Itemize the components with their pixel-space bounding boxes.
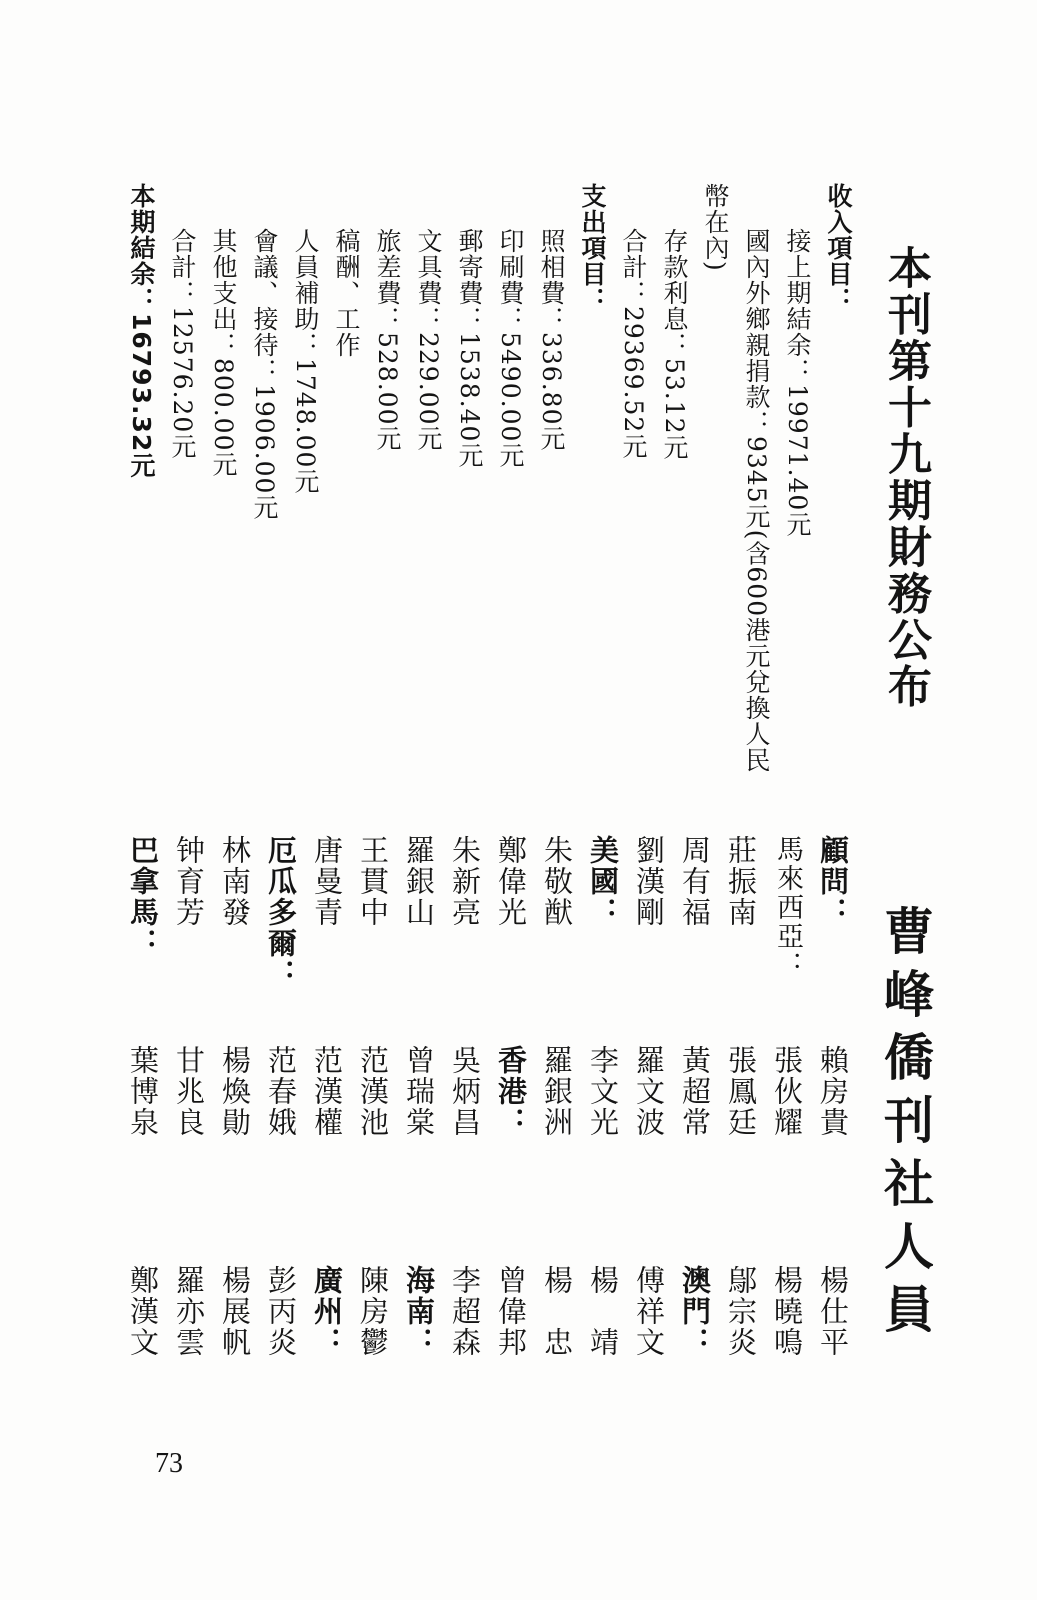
staff-name: 楊 忠	[540, 1265, 574, 1358]
staff-name: 范漢權	[310, 1045, 344, 1138]
staff-name: 范漢池	[356, 1045, 390, 1138]
expense-item: 照相費：336.80元	[537, 228, 566, 452]
expense-item: 旅差費：528.00元	[373, 228, 402, 452]
period-balance: 本期結余：16793.32元	[127, 183, 156, 479]
staff-name: 鄭偉光	[494, 835, 528, 928]
staff-name: 羅銀洲	[540, 1045, 574, 1138]
income-total: 合計：29369.52元	[619, 228, 648, 460]
staff-region-label: 廣州：	[310, 1265, 344, 1358]
staff-name: 鄭漢文	[126, 1265, 160, 1358]
staff-name: 陳房鬱	[356, 1265, 390, 1358]
staff-name: 劉漢剛	[632, 835, 666, 928]
staff-name: 羅文波	[632, 1045, 666, 1138]
expense-total: 合計：12576.20元	[168, 228, 197, 460]
staff-name: 楊仕平	[816, 1265, 850, 1358]
expense-item: 人員補助：1748.00元	[291, 228, 320, 495]
staff-name: 羅銀山	[402, 835, 436, 928]
staff-name: 曾瑞棠	[402, 1045, 436, 1138]
staff-name: 羅亦雲	[172, 1265, 206, 1358]
expense-item: 文具費：229.00元	[414, 228, 443, 452]
staff-name: 楊展帆	[218, 1265, 252, 1358]
expense-item: 會議、接待：1906.00元	[250, 228, 279, 521]
staff-name: 范春娥	[264, 1045, 298, 1138]
income-item-continuation: 幣在內)	[701, 183, 730, 272]
staff-name: 楊 靖	[586, 1265, 620, 1358]
finance-title: 本刊第十九期財務公布	[880, 245, 931, 710]
staff-region-label: 美國：	[586, 835, 620, 928]
staff-region-label: 顧問：	[816, 835, 850, 928]
staff-region-label: 厄瓜多爾：	[264, 835, 298, 990]
staff-region-label: 巴拿馬：	[126, 835, 160, 959]
staff-name: 钟育芳	[172, 835, 206, 928]
expense-item: 其他支出：800.00元	[209, 228, 238, 478]
staff-name: 唐曼青	[310, 835, 344, 928]
staff-name: 賴房貴	[816, 1045, 850, 1138]
staff-title: 曹峰僑刊社人員	[876, 905, 935, 1346]
income-item: 接上期結余：19971.40元	[783, 228, 812, 538]
staff-region-label: 香港：	[494, 1045, 528, 1138]
staff-name: 曾偉邦	[494, 1265, 528, 1358]
expense-item: 印刷費：5490.00元	[496, 228, 525, 469]
staff-name: 葉博泉	[126, 1045, 160, 1138]
staff-name: 莊振南	[724, 835, 758, 928]
income-item: 國內外鄉親捐款：9345元(含600港元兌換人民	[742, 228, 771, 774]
staff-name: 張伙耀	[770, 1045, 804, 1138]
income-heading: 收入項目：	[824, 183, 853, 313]
staff-name: 傅祥文	[632, 1265, 666, 1358]
staff-name: 張鳳廷	[724, 1045, 758, 1138]
staff-region-label: 馬來西亞：	[772, 835, 803, 980]
staff-name: 王貫中	[356, 835, 390, 928]
staff-region-label: 海南：	[402, 1265, 436, 1358]
staff-name: 彭丙炎	[264, 1265, 298, 1358]
staff-name: 黃超常	[678, 1045, 712, 1138]
finance-section	[120, 183, 952, 803]
expense-heading: 支出項目：	[578, 183, 607, 313]
staff-name: 鄔宗炎	[724, 1265, 758, 1358]
staff-name: 李文光	[586, 1045, 620, 1138]
staff-name: 朱新亮	[448, 835, 482, 928]
staff-section	[120, 835, 954, 1395]
staff-name: 林南發	[218, 835, 252, 928]
staff-region-label: 澳門：	[678, 1265, 712, 1358]
staff-name: 李超森	[448, 1265, 482, 1358]
staff-name: 吳炳昌	[448, 1045, 482, 1138]
expense-item: 稿酬、工作	[332, 228, 361, 358]
staff-name: 甘兆良	[172, 1045, 206, 1138]
page-number: 73	[155, 1448, 183, 1479]
staff-name: 楊煥勛	[218, 1045, 252, 1138]
staff-name: 楊曉鳴	[770, 1265, 804, 1358]
expense-item: 郵寄費：1538.40元	[455, 228, 484, 469]
staff-name: 朱敬猷	[540, 835, 574, 928]
staff-name: 周有福	[678, 835, 712, 928]
income-item: 存款利息：53.12元	[660, 228, 689, 461]
